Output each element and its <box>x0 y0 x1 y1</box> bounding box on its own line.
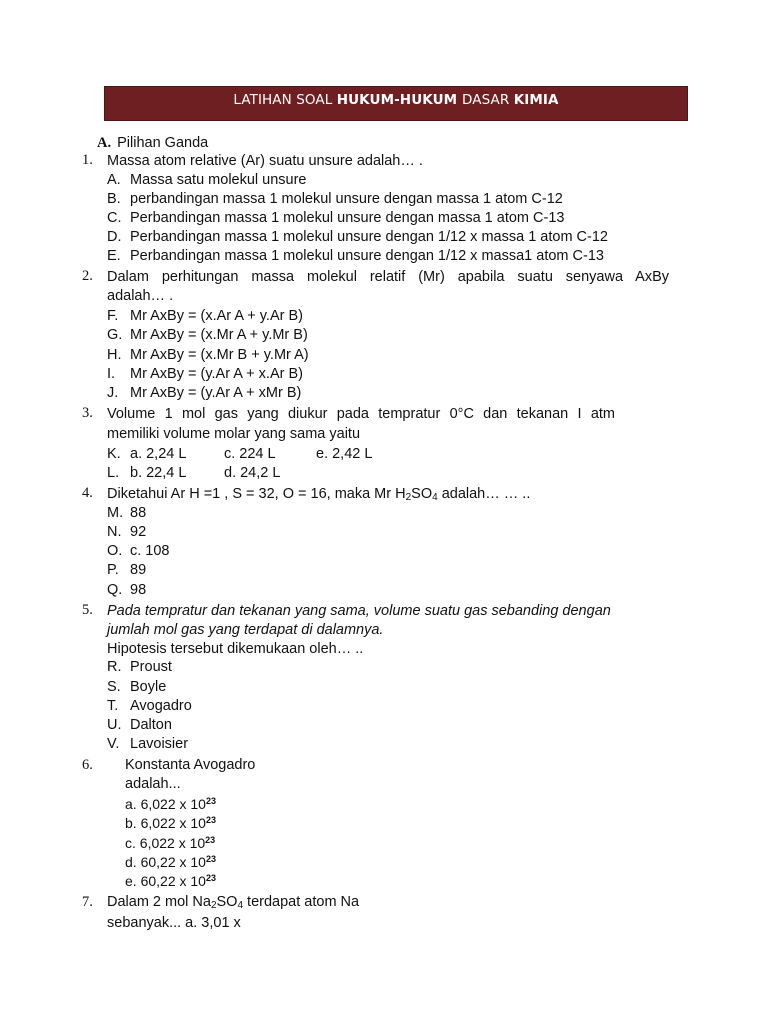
option-text: 92 <box>130 524 147 540</box>
question-text-line-1: Pada tempratur dan tekanan yang sama, volume suatu gas sebanding dengan <box>107 603 611 619</box>
option <box>107 582 146 598</box>
option-text: 88 <box>130 505 147 521</box>
text-part: adalah… … .. <box>437 486 531 502</box>
exponent: 23 <box>205 796 216 806</box>
option-text: 89 <box>130 562 147 578</box>
question-number: 2. <box>82 268 93 284</box>
option-text: Perbandingan massa 1 molekul unsure dengan 1/12 x massa1 atom C-13 <box>130 248 604 264</box>
option <box>107 717 172 733</box>
option-text: perbandingan massa 1 molekul unsure dengan massa 1 atom C-12 <box>130 191 563 207</box>
option-label: D. <box>107 229 122 245</box>
option-label: O. <box>107 543 123 559</box>
question-text-line-1: Dalam perhitungan massa molekul relatif (Mr) apabila suatu senyawa AxBy <box>107 269 669 285</box>
option <box>107 524 146 540</box>
option-text: Dalton <box>130 717 172 733</box>
question-number: 1. <box>82 152 93 168</box>
option-e: e. 2,42 L <box>316 446 373 462</box>
option-label: B. <box>107 191 121 207</box>
option <box>107 210 564 226</box>
option <box>107 172 307 188</box>
option-text: a. 6,022 x 10 <box>125 796 206 812</box>
question-text-line-2: sebanyak... a. 3,01 x <box>107 915 241 931</box>
option <box>107 659 172 675</box>
section-header <box>97 135 208 152</box>
exponent: 23 <box>205 873 216 883</box>
option-text: Boyle <box>130 679 167 695</box>
option-a: a. 2,24 L <box>130 446 187 462</box>
title-part-4: KIMIA <box>513 92 559 108</box>
question-text-line-2: adalah… . <box>107 288 174 304</box>
question-text-line-1 <box>107 893 669 915</box>
text-part: SO <box>411 486 433 502</box>
text-part: Diketahui Ar H =1 , S = 32, O = 16, maka Mr H <box>107 486 406 502</box>
option <box>107 562 146 578</box>
option-text: Proust <box>130 659 172 675</box>
option-label: H. <box>107 347 122 363</box>
option <box>125 796 216 812</box>
exponent: 23 <box>205 815 216 825</box>
option-label: A. <box>107 172 121 188</box>
option <box>107 385 301 401</box>
option-label: I. <box>107 366 116 382</box>
option-label: Q. <box>107 582 123 598</box>
section-letter: A. <box>97 135 112 151</box>
option-label: S. <box>107 679 121 695</box>
question-text-line-1: Volume 1 mol gas yang diukur pada tempratur 0°C dan tekanan I atm <box>107 406 615 422</box>
option-text: Mr AxBy = (x.Ar A + y.Ar B) <box>130 308 303 324</box>
option-label: J. <box>107 385 119 401</box>
option <box>107 191 563 207</box>
title-part-2: HUKUM-HUKUM <box>336 92 462 108</box>
option-text: Mr AxBy = (y.Ar A + x.Ar B) <box>130 366 303 382</box>
option-label: L. <box>107 465 120 481</box>
option <box>107 698 192 714</box>
option-text: Perbandingan massa 1 molekul unsure dengan 1/12 x massa 1 atom C-12 <box>130 229 608 245</box>
subscript: 4 <box>432 492 438 503</box>
option-text: Massa satu molekul unsure <box>130 172 307 188</box>
option-label: E. <box>107 248 121 264</box>
option-text: Mr AxBy = (y.Ar A + xMr B) <box>130 385 302 401</box>
option-row <box>107 465 280 481</box>
option-label: T. <box>107 698 119 714</box>
option <box>125 873 216 889</box>
option <box>107 505 146 521</box>
option-text: d. 60,22 x 10 <box>125 854 206 870</box>
option <box>107 736 188 752</box>
question-text-line-2: jumlah mol gas yang terdapat di dalamnya. <box>107 622 384 638</box>
question-text-line-2: adalah... <box>125 776 181 792</box>
option <box>107 327 308 343</box>
option-label: C. <box>107 210 122 226</box>
option-label: N. <box>107 524 122 540</box>
text-part: terdapat atom Na <box>243 894 360 910</box>
subscript: 2 <box>210 900 217 911</box>
option-text: c. 6,022 x 10 <box>125 835 206 851</box>
section-title: Pilihan Ganda <box>117 135 209 151</box>
option-text: Mr AxBy = (x.Mr B + y.Mr A) <box>130 347 309 363</box>
option-label: G. <box>107 327 123 343</box>
option-b: b. 22,4 L <box>130 465 187 481</box>
option <box>107 308 303 324</box>
text-part: SO <box>216 894 238 910</box>
title-part-3: DASAR <box>461 92 514 108</box>
option-text: Avogadro <box>130 698 192 714</box>
option-label: P. <box>107 562 119 578</box>
option <box>107 543 170 559</box>
option-text: c. 108 <box>130 543 170 559</box>
question-text <box>107 485 669 507</box>
option <box>107 679 166 695</box>
question-number: 6. <box>82 757 93 773</box>
option-c: c. 224 L <box>224 446 276 462</box>
question-text-line-2: memiliki volume molar yang sama yaitu <box>107 426 361 442</box>
option <box>125 854 216 870</box>
option <box>107 248 604 264</box>
option <box>107 366 303 382</box>
option-label: K. <box>107 446 121 462</box>
option-text: Lavoisier <box>130 736 189 752</box>
option-label: F. <box>107 308 119 324</box>
text-part: Dalam 2 mol Na <box>107 894 211 910</box>
question-number: 4. <box>82 485 93 501</box>
option-d: d. 24,2 L <box>224 465 281 481</box>
option-text: e. 60,22 x 10 <box>125 873 206 889</box>
option <box>107 347 309 363</box>
question-text: Massa atom relative (Ar) suatu unsure adalah… . <box>107 153 423 169</box>
title-part-1: LATIHAN SOAL <box>233 92 337 108</box>
option-row <box>107 446 372 462</box>
option-label: V. <box>107 736 120 752</box>
exponent: 23 <box>205 854 216 864</box>
question-number: 7. <box>82 894 93 910</box>
subscript: 2 <box>405 492 412 503</box>
worksheet-title-banner <box>104 86 688 121</box>
subscript: 4 <box>237 900 244 911</box>
option-text: Mr AxBy = (x.Mr A + y.Mr B) <box>130 327 308 343</box>
option <box>107 229 608 245</box>
option-label: R. <box>107 659 122 675</box>
option <box>125 815 216 831</box>
option <box>125 835 215 851</box>
option-text: Perbandingan massa 1 molekul unsure dengan massa 1 atom C-13 <box>130 210 565 226</box>
option-label: U. <box>107 717 122 733</box>
exponent: 23 <box>205 835 216 845</box>
question-text-line-1: Konstanta Avogadro <box>125 757 256 773</box>
option-label: M. <box>107 505 124 521</box>
option-text: 98 <box>130 582 147 598</box>
question-number: 3. <box>82 405 93 421</box>
question-text-line-3: Hipotesis tersebut dikemukaan oleh… .. <box>107 641 364 657</box>
question-number: 5. <box>82 602 93 618</box>
option-text: b. 6,022 x 10 <box>125 815 206 831</box>
